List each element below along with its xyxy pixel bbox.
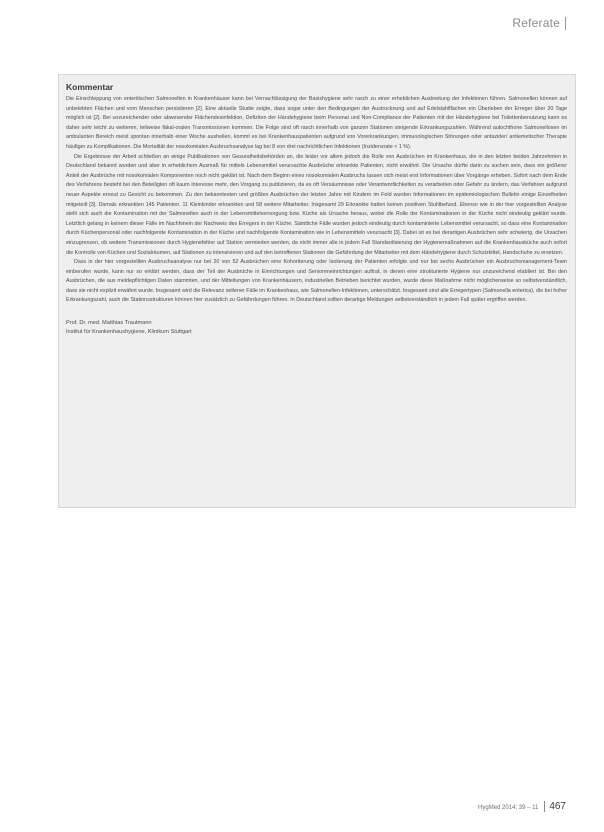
- journal-citation: HygMed 2014; 39 – 11: [478, 805, 539, 811]
- page-number: 467: [544, 801, 566, 812]
- page-footer: [478, 801, 566, 812]
- section-label: Referate: [512, 16, 560, 30]
- author-block: [66, 319, 567, 338]
- comment-title: Kommentar: [66, 82, 114, 92]
- comment-paragraph-1: Die Einschleppung von enteritischen Salmonellen in Krankenhäuser kann bei Vernachlässigung der Basishygiene sehr rasch zu einer erheblichen Ausbreitung der Infektionen führen. Salmonellen können auf unbelebten Flächen und vom Menschen persistieren [2]. Eine aktuelle Studie zeigte, dass sogar unter den Bedingungen der Austrocknung und auf Edelstahlflächen ein Überleben der Erreger über 20 Tage möglich ist [2]. Bei unzureichender oder abwesender Flächendesinfektion, Defiziten der Händehygiene beim Personal und Non-Compliance der Patienten mit der Händehygiene bei Toilettenbenutzung kann es daher sehr leicht zu weiteren, teilweise fäkal-oralen Transmissionen kommen. Die Folge sind oft rasch innerhalb von ganzen Stationen steigende Erkrankungszahlen. Während autochthone Salmonellosen im ambulanten Bereich meist spontan innerhalb einer Woche ausheilen, kommt es bei Krankenhauspatienten aufgrund von Vorerkrankungen, immunologischen Störungen oder antazider/ antiemetischer Therapie häufiger zu Komplikationen. Die Mortalität der nosokomialen Ausbruchsanalyse lag bei 8 von drei nachrichtlichen Infektionen (Inzidenzrate < 1 %).: [66, 96, 567, 150]
- page-header: [512, 16, 566, 30]
- comment-paragraph-2: Die Ergebnisse der Arbeit schließen an einige Publikationen von Gesundheitsbehörden an, die leider vor allem jedoch die Rolle von Ausbrüchen im Krankenhaus, die in den letzten beiden Jahrzehnten in Deutschland bekannt wurden und aber in erheblichem Ausmaß für mittels Lebensmittel verursachte Ausbrüche erkrankte Patienten, nicht erwähnt. Die Ursache dürfte darin zu suchen sein, dass ein größerer Anteil der Ausbrüche mit nosokomialen Komponenten noch nicht geklärt ist. Nach dem Beginn eines nosokomialen Ausbruchs lassen sich meist erst Informationen über Vorgänge erheben. Sofort nach dem Ende des Verfahrens besteht bei den Beteiligten oft kaum Interesse mehr, den Vorgang zu publizieren, da es oft Versäumnisse oder Verantwortlichkeiten zu verarbeiten oder Gefahr zu ändern, das Verfahren aufgrund neuer Aspekte erneut zu Gesicht zu bekommen. Zu den bekanntesten und größten Ausbrüchen der letzten Jahre mit Kindern im Feld wurden Informationen im epidemiologischen Bulletin einige Einzelheiten mitgeteilt [3]. Damals erkrankten 145 Patienten. 11 Kleinkinder erkrankten und 58 weitere Mitarbeiter. Insgesamt 29 Erkrankte hatten keinen positiven Stuhlbefund. Ebenso wie in der hier vorgestellten Analyse stellt sich auch die Kontamination mit der Salmonellen auch in der Lebensmittelversorgung bzw. Küche als Ursache heraus, wobei die Rolle der Kontaminationen in der Küche nicht eindeutig geklärt wurde. Letztlich gelang in keinem dieser Fälle im Nachhinein der Nachweis des Erregers in der Küche. Sämtliche Fälle wurden jedoch eindeutig durch kontaminierte Lebensmittel verursacht, so dass eine Kontamination durch Küchenpersonal oder nachfolgende Kontamination in der Küche und nachfolgende Kontamination wie in Lebensmitteln verursacht [3]. Dabei ist es bei derartigen Ausbrüchen sehr schwierig, die Ursachen einzugrenzen, ob weitere Transmissionen durch Hygienefehler auf Station vermieden werden, da nicht immer alle in jedem Fall Standardisierung der Hygienemaßnahmen auf die Krankenhausküche auch sofort die Kontrolle von Küchen und Sozialräumen, auf Stationen zu intensivieren und auf den betroffenen Stationen die Gefährdung der Mitarbeiter mit dem Händehygiene durch Schutzkittel, Handschuhe zu ersetzen.: [66, 153, 567, 256]
- comment-paragraph-3: Dass in der hier vorgestellten Ausbruchsanalyse nur bei 20 von 52 Ausbrüchen eine Kohortierung oder Isolierung der Patienten erfolgte und nur bei sechs Ausbrüchen ein Ausbruchsmanagement-Team einberufen wurde, kann nur so erklärt werden, dass der Teil der Ausbrüche in Einrichtungen und Senioreneinrichtungen auftrat, in denen eine strukturierte Hygiene nur unzureichend etabliert ist. Bei den Ausbrüchen, die aus meldepflichtigen Daten stammten, und der Mitteilungen von Krankenhäusern, industriellen Betrieben berichtet wurden, wurde diese Maßnahme nicht möglicherweise so selbstverständlich, dass sie nicht explizit erwähnt wurde. Insgesamt wird die Relevanz seltener Fälle im Krankenhaus, wie Salmonellen-Infektionen, unterschätzt. Insgesamt sind alle Erregertypen (Salmonella enterica), die bei hoher Erkrankungszahl, auch die Stationsstrukturen können hier zusätzlich zu Gefährdungen führen. In Deutschland sollten derartige Meldungen selbstverständlich in jedem Fall später ergriffen werden.: [66, 259, 567, 304]
- comment-box: [58, 74, 576, 508]
- author-institute: Institut für Krankenhaushygiene, Klinikum Stuttgart: [66, 329, 192, 336]
- header-divider: [565, 17, 566, 30]
- author-name: Prof. Dr. med. Matthias Trautmann: [66, 320, 152, 327]
